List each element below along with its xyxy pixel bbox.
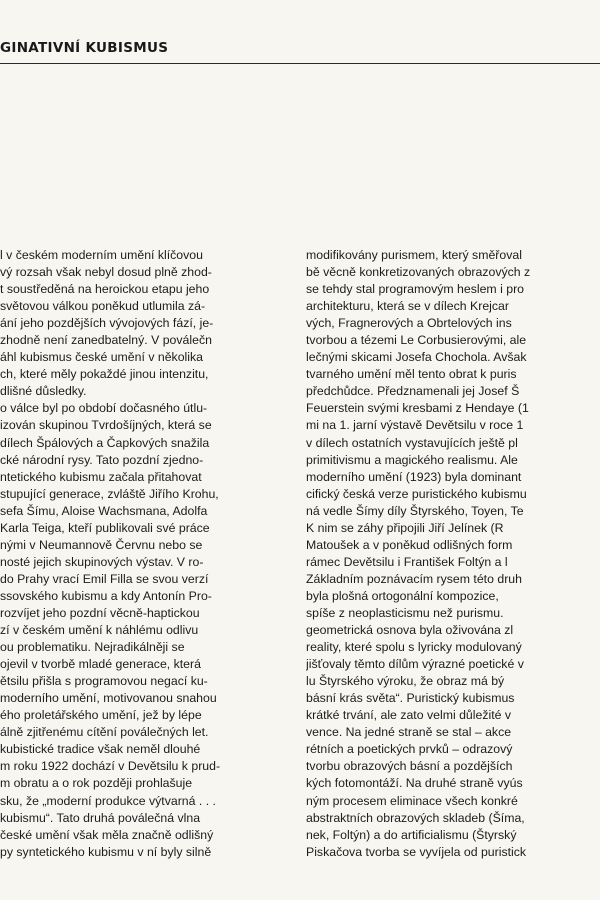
text-line: lu Štyrského výroku, že obraz má bý <box>306 674 505 689</box>
text-line: v dílech ostatních vystavujících ještě pl <box>306 435 518 450</box>
text-line: ssovského kubismu a kdy Antonín Pro- <box>0 588 212 603</box>
text-line: vý rozsah však nebyl dosud plně zhod- <box>0 265 212 280</box>
text-line: se tehdy stal programovým heslem i pro <box>306 282 525 297</box>
text-line: jišťovaly těmto dílům výrazné poetické v <box>306 657 524 672</box>
text-line: cifický česká verze puristického kubismu <box>306 486 527 501</box>
text-line: ětsilu přišla s programovou negací ku- <box>0 674 208 689</box>
left-text-column <box>0 247 294 861</box>
text-line: t soustředěná na heroickou etapu jeho <box>0 282 210 297</box>
text-line: zhodně není zanedbatelný. V poválečn <box>0 333 212 348</box>
text-line: izován skupinou Tvrdošíjných, která se <box>0 418 212 433</box>
text-line: dlišné důsledky. <box>0 384 87 399</box>
text-line: ou problematiku. Nejradikálněji se <box>0 640 185 655</box>
header-divider <box>0 63 600 64</box>
text-line: kubismu“. Tato druhá poválečná vlna <box>0 810 201 825</box>
text-line: moderního umění (1923) byla dominant <box>306 469 522 484</box>
text-line: české umění však měla značně odlišný <box>0 827 214 842</box>
text-line: Piskačova tvorba se vyvíjela od puristick <box>306 844 527 859</box>
text-line: ého proletářského umění, jež by lépe <box>0 708 202 723</box>
text-line: rámec Devětsilu i František Foltýn a l <box>306 554 508 569</box>
text-line: kých fotomontáží. Na druhé straně vyús <box>306 776 523 791</box>
text-line: ntetického kubismu začala přitahovat <box>0 469 202 484</box>
text-line: ná vedle Šímy díly Štyrského, Toyen, Te <box>306 503 524 518</box>
text-line: stupující generace, zvláště Jiřího Krohu, <box>0 486 219 501</box>
text-line: l v českém moderním umění klíčovou <box>0 248 203 262</box>
text-line: modifikovány purismem, který směřoval <box>306 248 522 262</box>
text-line: m obratu a o rok později prohlašuje <box>0 776 193 791</box>
text-line: cké národní rysy. Tato pozdní zjedno- <box>0 452 204 467</box>
text-line: álně zjitřenému cítění poválečných let. <box>0 725 209 740</box>
text-line: architekturu, která se v dílech Krejcar <box>306 299 509 314</box>
text-line: ch, které měly pokaždé jinou intenzitu, <box>0 367 209 382</box>
text-line: o válce byl po období dočasného útlu- <box>0 401 208 416</box>
text-line: dílech Špálových a Čapkových snažila <box>0 435 210 450</box>
text-line: spíše z neoplasticismu než purismu. <box>306 605 504 620</box>
text-line: áhl kubismus české umění v několika <box>0 350 203 365</box>
text-line: nosté jejich skupinových výstav. V ro- <box>0 554 204 569</box>
text-line: abstraktních obrazových skladeb (Šíma, <box>306 810 525 825</box>
text-line: rozvíjet jeho pozdní věcně-haptickou <box>0 605 200 620</box>
text-line: primitivismu a magického realismu. Ale <box>306 452 518 467</box>
text-line: nek, Foltýn) a do artificialismu (Štyrský <box>306 827 517 842</box>
text-line: ným procesem eliminace všech konkré <box>306 793 518 808</box>
text-line: bě věcně konkretizovaných obrazových z <box>306 265 531 280</box>
text-line: zí v českém umění k náhlému odlivu <box>0 623 199 638</box>
text-line: geometrická osnova byla oživována zl <box>306 623 514 638</box>
text-line: reality, které spolu s lyricky modulovaný <box>306 640 522 655</box>
text-line: ání jeho pozdějších vývojových fází, je- <box>0 316 214 331</box>
text-line: lečnými skicami Josefa Chochola. Avšak <box>306 350 527 365</box>
page-title: GINATIVNÍ KUBISMUS <box>0 40 169 56</box>
text-line: tvorbu obrazových básní a pozdějších <box>306 759 513 774</box>
text-line: ojevil v tvorbě mladé generace, která <box>0 657 201 672</box>
text-line: Základním poznávacím rysem této druh <box>306 571 522 586</box>
text-line: do Prahy vrací Emil Filla se svou verzí <box>0 571 209 586</box>
text-line: Karla Teiga, kteří publikovali své práce <box>0 520 210 535</box>
text-line: vence. Na jedné straně se stal – akce <box>306 725 512 740</box>
text-line: nými v Neumannově Červnu nebo se <box>0 537 203 552</box>
text-line: mi na 1. jarní výstavě Devětsilu v roce 1 <box>306 418 524 433</box>
text-line: tvarného umění měl tento obrat k puris <box>306 367 517 382</box>
text-line: moderního umění, motivovanou snahou <box>0 691 217 706</box>
text-line: krátké trvání, ale zato velmi důležité v <box>306 708 512 723</box>
text-line: K nim se záhy připojili Jiří Jelínek (R <box>306 520 504 535</box>
text-line: rétních a poetických prvků – odrazový <box>306 742 513 757</box>
text-line: Feuerstein svými kresbami z Hendaye (1 <box>306 401 529 416</box>
text-line: sku, že „moderní produkce výtvarná . . . <box>0 793 216 808</box>
text-line: vých, Fragnerových a Obrtelových ins <box>306 316 512 331</box>
text-line: světovou válkou poněkud utlumila zá- <box>0 299 206 314</box>
text-line: předchůdce. Předznamenali jej Josef Š <box>306 384 520 399</box>
text-line: byla plošná ortogonální kompozice, <box>306 588 499 603</box>
text-line: m roku 1922 dochází v Devětsilu k prud- <box>0 759 221 774</box>
text-line: tvorbou a tézemi Le Corbusierovými, ale <box>306 333 527 348</box>
text-line: básní krás světa“. Puristický kubismus <box>306 691 515 706</box>
text-line: sefa Šímu, Aloise Wachsmana, Adolfa <box>0 503 208 518</box>
text-line: kubistické tradice však neměl dlouhé <box>0 742 201 757</box>
right-text-column <box>306 247 600 861</box>
text-line: py syntetického kubismu v ní byly silně <box>0 844 212 859</box>
text-line: Matoušek a v poněkud odlišných form <box>306 537 513 552</box>
